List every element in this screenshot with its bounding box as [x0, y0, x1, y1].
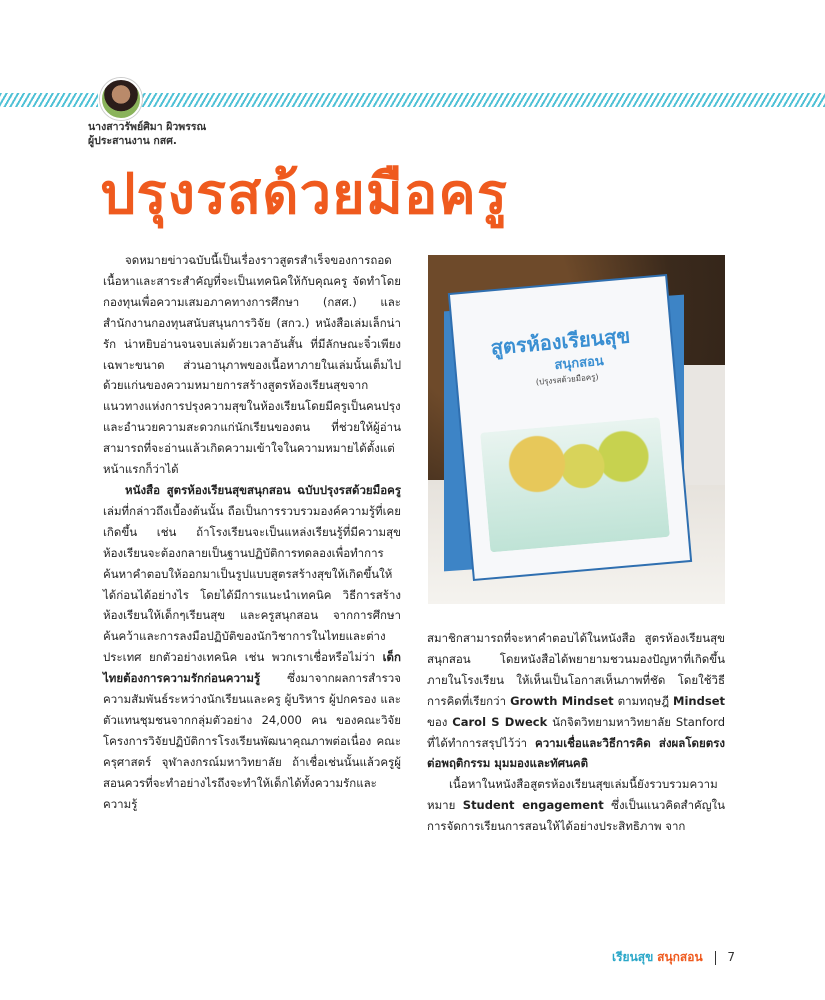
decorative-stripe-right [140, 93, 825, 107]
page-footer [612, 948, 735, 967]
author-avatar [100, 78, 142, 120]
right-column [427, 628, 725, 837]
author-name: นางสาวรัพย์ศิมา ผิวพรรณ [88, 121, 207, 133]
book-photo [428, 255, 725, 604]
left-column [103, 250, 401, 814]
author-block [88, 120, 206, 148]
book-cover-illustration [480, 417, 670, 552]
book-cover-subtitle: สนุกสอน [553, 353, 605, 374]
book-cover-tagline: (ปรุงรสด้วยมือครู) [535, 372, 599, 387]
article-title: ปรุงรสด้วยมือครู [100, 162, 508, 227]
page-number: 7 [727, 950, 735, 964]
paragraph: สมาชิกสามารถที่จะหาคำตอบได้ในหนังสือ สูตรห้องเรียนสุขสนุกสอน โดยหนังสือได้พยายามชวนมองปัญหาที่เกิดขึ้นภายในโรงเรียน ให้เห็นเป็นโอกาสเห็นภาพที่ชัด โดยใช้วิธีการคิดที่เรียกว่า Growth Mindset ตามทฤษฎี Mindset ของ Carol S Dweck นักจิตวิทยามหาวิทยาลัย Stanford ที่ได้ทำการสรุปไว้ว่า ความเชื่อและวิธีการคิด ส่งผลโดยตรงต่อพฤติกรรม มุมมองและทัศนคติ [427, 631, 725, 771]
footer-divider [715, 951, 716, 965]
key-phrase: ความเชื่อและวิธีการคิด ส่งผลโดยตรงต่อพฤติกรรม มุมมองและทัศนคติ [427, 735, 725, 771]
paragraph: เนื้อหาในหนังสือสูตรห้องเรียนสุขเล่มนี้ยังรวบรวมความหมาย Student engagement ซึ่งเป็นแนวคิดสำคัญในการจัดการเรียนการสอนให้ได้อย่างประสิทธิภาพ จาก [427, 777, 725, 834]
book-cover [450, 276, 690, 579]
book-cover-title: สูตรห้องเรียนสุข [489, 323, 631, 360]
paragraph: จดหมายข่าวฉบับนี้เป็นเรื่องราวสูตรสำเร็จของการถอดเนื้อหาและสาระสำคัญที่จะเป็นเทคนิคให้กับคุณครู จัดทำโดยกองทุนเพื่อความเสมอภาคทางการศึกษา (กสศ.) และสำนักงานกองทุนสนับสนุนการวิจัย (สกว.) หนังสือเล่มเล็กน่ารัก น่าหยิบอ่านจนจบเล่มด้วยเวลาอันสั้น ที่มีลักษณะจิ๋วเพียงเฉพาะขนาด ส่วนอานุภาพของเนื้อหาภายในเล่มนั้นเต็มไปด้วยแก่นของความหมายการสร้างสูตรห้องเรียนสุขจากแนวทางแห่งการปรุงความสุขในห้องเรียนโดยมีครูเป็นคนปรุงและอำนวยความสะดวกแก่นักเรียนของตน ที่ช่วยให้ผู้อ่านสามารถที่จะอ่านแล้วเกิดความเข้าใจในความหมายได้ตั้งแต่หน้าแรกก็ว่าได้ [103, 253, 401, 477]
footer-brand-a: เรียนสุข [612, 950, 654, 964]
paragraph: หนังสือ สูตรห้องเรียนสุขสนุกสอน ฉบับปรุงรสด้วยมือครู เล่มที่กล่าวถึงเบื้องต้นนั้น ถือเป็นการรวบรวมองค์ความรู้ที่เคยเกิดขึ้น เช่น ถ้าโรงเรียนจะเป็นแหล่งเรียนรู้ที่มีความสุข ห้องเรียนจะต้องกลายเป็นฐานปฏิบัติการทดลองเพื่อทำการค้นหาคำตอบให้ออกมาเป็นรูปแบบสูตรสร้างสุขให้เกิดขึ้นให้ได้ก่อนได้อย่างไร โดยได้มีการแนะนำเทคนิค วิธีการสร้างห้องเรียนให้เด็กๆเรียนสุข และครูสนุกสอน จากการศึกษาค้นคว้าและการลงมือปฏิบัติของนักวิชาการในไทยและต่างประเทศ ยกตัวอย่างเทคนิค เช่น พวกเราเชื่อหรือไม่ว่า เด็กไทยต้องการความรักก่อนความรู้ ซึ่งมาจากผลการสำรวจความสัมพันธ์ระหว่างนักเรียนและครู ผู้บริหาร ผู้ปกครอง และตัวแทนชุมชนจากกลุ่มตัวอย่าง 24,000 คน ของคณะวิจัยโครงการวิจัยปฏิบัติการโรงเรียนพัฒนาคุณภาพต่อเนื่อง คณะครุศาสตร์ จุฬาลงกรณ์มหาวิทยาลัย ถ้าเชื่อเช่นนั้นแล้วครูผู้สอนควรที่จะทำอย่างไรถึงจะทำให้เด็กได้ทั้งความรักและความรู้ [103, 482, 401, 811]
key-phrase: เด็กไทยต้องการความรักก่อนความรู้ [103, 650, 401, 686]
book-title-emphasis: หนังสือ สูตรห้องเรียนสุขสนุกสอน ฉบับปรุงรสด้วยมือครู [125, 482, 401, 497]
author-role: ผู้ประสานงาน กสศ. [88, 135, 177, 147]
footer-brand-b: สนุกสอน [657, 950, 703, 964]
decorative-stripe-left [0, 93, 98, 107]
